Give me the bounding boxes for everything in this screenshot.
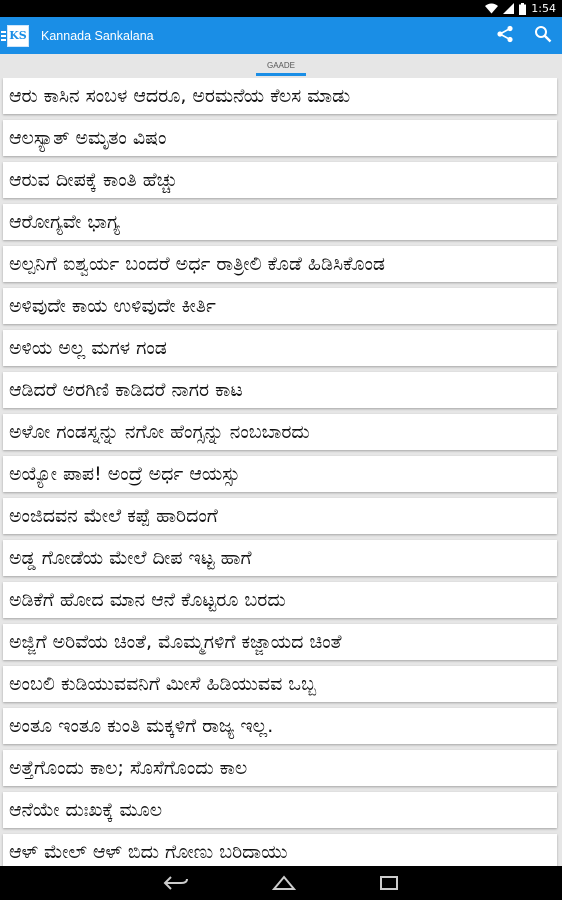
app-title: Kannada Sankalana	[41, 28, 154, 43]
wifi-icon	[485, 3, 498, 14]
signal-icon	[503, 3, 514, 14]
list-item[interactable]: ಅತ್ತೆಗೊಂದು ಕಾಲ; ಸೊಸೆಗೊಂದು ಕಾಲ	[3, 750, 557, 786]
back-icon[interactable]	[163, 875, 189, 891]
list-item[interactable]: ಆಲಸ್ಯಾತ್ ಅಮೃತಂ ವಿಷಂ	[3, 120, 557, 156]
action-bar	[0, 17, 562, 54]
list-item[interactable]: ಆರೋಗ್ಯವೇ ಭಾಗ್ಯ	[3, 204, 557, 240]
recent-apps-icon[interactable]	[379, 875, 399, 891]
list-item[interactable]: ಅಡಿಕೆಗೆ ಹೋದ ಮಾನ ಆನೆ ಕೊಟ್ಟರೂ ಬರದು	[3, 582, 557, 618]
list-item[interactable]: ಅಂಬಲಿ ಕುಡಿಯುವವನಿಗೆ ಮೀಸೆ ಹಿಡಿಯುವವ ಒಬ್ಬ	[3, 666, 557, 702]
list-item[interactable]: ಅಳಿವುದೇ ಕಾಯ ಉಳಿವುದೇ ಕೀರ್ತಿ	[3, 288, 557, 324]
navigation-bar	[0, 866, 562, 900]
status-bar	[0, 0, 562, 17]
tab-strip	[0, 54, 562, 76]
list-item[interactable]: ಅಂತೂ ಇಂತೂ ಕುಂತಿ ಮಕ್ಕಳಿಗೆ ರಾಜ್ಯ ಇಲ್ಲ.	[3, 708, 557, 744]
proverb-list[interactable]	[0, 78, 562, 866]
list-item[interactable]: ಆರು ಕಾಸಿನ ಸಂಬಳ ಆದರೂ, ಅರಮನೆಯ ಕೆಲಸ ಮಾಡು	[3, 78, 557, 114]
share-icon[interactable]	[496, 25, 514, 47]
app-home-button[interactable]	[0, 25, 29, 47]
list-item[interactable]: ಆಳ್ ಮೇಲ್ ಆಳ್ ಬಿದು ಗೋಣು ಬರಿದಾಯು	[3, 834, 557, 866]
list-item[interactable]: ಅಯ್ಯೋ ಪಾಪ! ಅಂದ್ರೆ ಅರ್ಧ ಆಯಸ್ಸು	[3, 456, 557, 492]
list-item[interactable]: ಅಡ್ಡ ಗೋಡೆಯ ಮೇಲೆ ದೀಪ ಇಟ್ಟ ಹಾಗೆ	[3, 540, 557, 576]
list-item[interactable]: ಆರುವ ದೀಪಕ್ಕೆ ಕಾಂತಿ ಹೆಚ್ಚು	[3, 162, 557, 198]
menu-icon	[1, 31, 6, 41]
home-icon[interactable]	[271, 875, 297, 891]
search-icon[interactable]	[534, 25, 552, 47]
list-item[interactable]: ಆನೆಯೇ ದುಃಖಕ್ಕೆ ಮೂಲ	[3, 792, 557, 828]
list-item[interactable]: ಅಂಜಿದವನ ಮೇಲೆ ಕಪ್ಪೆ ಹಾರಿದಂಗೆ	[3, 498, 557, 534]
app-logo: KS	[7, 25, 29, 47]
tab-gaade[interactable]: GAADE	[256, 54, 306, 76]
status-time: 1:54	[531, 2, 556, 15]
battery-icon	[519, 3, 526, 15]
list-item[interactable]: ಆಡಿದರೆ ಅರಗಿಣಿ ಕಾಡಿದರೆ ನಾಗರ ಕಾಟ	[3, 372, 557, 408]
list-item[interactable]: ಅಲ್ಪನಿಗೆ ಐಶ್ವರ್ಯ ಬಂದರೆ ಅರ್ಧ ರಾತ್ರೀಲಿ ಕೊಡೆ ಹಿಡಿಸಿಕೊಂಡ	[3, 246, 557, 282]
list-item[interactable]: ಅಜ್ಜಿಗೆ ಅರಿವೆಯ ಚಿಂತೆ, ಮೊಮ್ಮಗಳಿಗೆ ಕಜ್ಜಾಯದ ಚಿಂತೆ	[3, 624, 557, 660]
list-item[interactable]: ಅಳಿಯ ಅಲ್ಲ ಮಗಳ ಗಂಡ	[3, 330, 557, 366]
list-item[interactable]: ಅಳೋ ಗಂಡಸ್ನನ್ನು ನಗೋ ಹೆಂಗ್ಸನ್ನು ನಂಬಬಾರದು	[3, 414, 557, 450]
